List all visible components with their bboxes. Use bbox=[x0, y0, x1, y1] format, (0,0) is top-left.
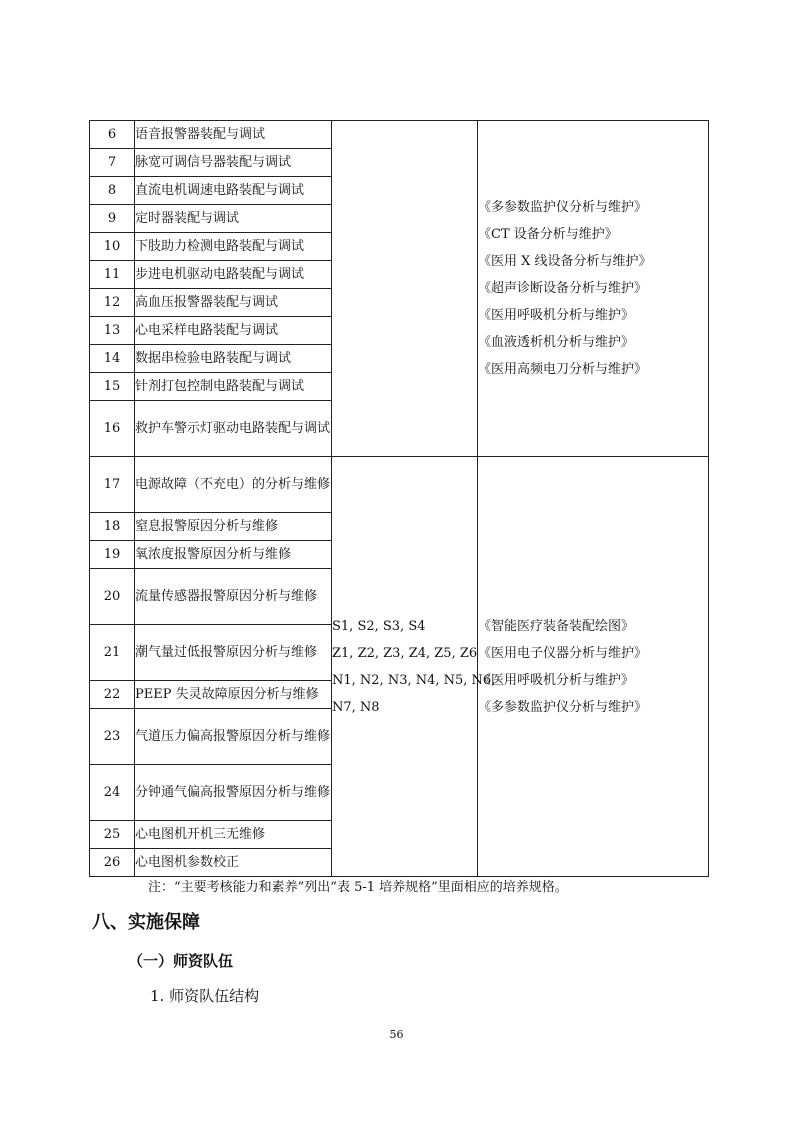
row-item: 高血压报警器装配与调试 bbox=[135, 289, 332, 317]
row-item: 心电图机开机三无维修 bbox=[135, 821, 332, 849]
row-number: 10 bbox=[90, 233, 135, 261]
textbook-title: 《医用高频电刀分析与维护》 bbox=[478, 362, 648, 377]
textbooks-cell bbox=[478, 121, 709, 457]
row-number: 26 bbox=[90, 849, 135, 877]
table-row bbox=[90, 121, 709, 149]
row-item: 步进电机驱动电路装配与调试 bbox=[135, 261, 332, 289]
row-number: 13 bbox=[90, 317, 135, 345]
row-number: 22 bbox=[90, 681, 135, 709]
row-number: 23 bbox=[90, 709, 135, 765]
row-number: 7 bbox=[90, 149, 135, 177]
textbook-title: 《医用呼吸机分析与维护》 bbox=[478, 308, 635, 323]
row-item: 气道压力偏高报警原因分析与维修 bbox=[135, 709, 332, 765]
row-item: 定时器装配与调试 bbox=[135, 205, 332, 233]
row-number: 12 bbox=[90, 289, 135, 317]
section-title: 八、实施保障 bbox=[92, 912, 200, 933]
row-number: 14 bbox=[90, 345, 135, 373]
row-item: 分钟通气偏高报警原因分析与维修 bbox=[135, 765, 332, 821]
ability-code-line: Z1, Z2, Z3, Z4, Z5, Z6 bbox=[332, 645, 478, 661]
textbook-title: 《医用呼吸机分析与维护》 bbox=[478, 672, 635, 688]
table-note: 注：“主要考核能力和素养”列出“表 5-1 培养规格”里面相应的培养规格。 bbox=[148, 880, 568, 895]
row-item: 氧浓度报警原因分析与维修 bbox=[135, 541, 332, 569]
ability-code-line: S1, S2, S3, S4 bbox=[332, 618, 426, 634]
row-number: 19 bbox=[90, 541, 135, 569]
row-number: 21 bbox=[90, 625, 135, 681]
row-item: 数据串检验电路装配与调试 bbox=[135, 345, 332, 373]
row-number: 24 bbox=[90, 765, 135, 821]
curriculum-table bbox=[89, 120, 709, 877]
textbook-title: 《血液透析机分析与维护》 bbox=[478, 335, 635, 350]
row-item: 语音报警器装配与调试 bbox=[135, 121, 332, 149]
textbook-title: 《多参数监护仪分析与维护》 bbox=[478, 699, 648, 715]
row-number: 25 bbox=[90, 821, 135, 849]
item-title: 1. 师资队伍结构 bbox=[150, 987, 260, 1005]
textbook-title: 《医用 X 线设备分析与维护》 bbox=[478, 254, 652, 269]
row-item: 心电图机参数校正 bbox=[135, 849, 332, 877]
ability-code-line: N7, N8 bbox=[332, 699, 380, 715]
subsection-title: （一）师资队伍 bbox=[128, 952, 234, 970]
table-row bbox=[90, 457, 709, 513]
row-number: 11 bbox=[90, 261, 135, 289]
textbook-title: 《医用电子仪器分析与维护》 bbox=[478, 645, 648, 661]
row-item: 心电采样电路装配与调试 bbox=[135, 317, 332, 345]
textbook-title: 《CT 设备分析与维护》 bbox=[478, 227, 618, 242]
row-item: 流量传感器报警原因分析与维修 bbox=[135, 569, 332, 625]
row-number: 18 bbox=[90, 513, 135, 541]
ability-codes-cell bbox=[332, 457, 496, 877]
textbooks-cell bbox=[478, 457, 709, 877]
row-item: 针剂打包控制电路装配与调试 bbox=[135, 373, 332, 401]
ability-codes-cell bbox=[332, 121, 478, 457]
row-number: 9 bbox=[90, 205, 135, 233]
row-item: 下肢助力检测电路装配与调试 bbox=[135, 233, 332, 261]
ability-code-line: N1, N2, N3, N4, N5, N6, bbox=[332, 672, 496, 688]
row-item: 电源故障（不充电）的分析与维修 bbox=[135, 457, 332, 513]
page-number: 56 bbox=[389, 1028, 404, 1041]
row-item: 救护车警示灯驱动电路装配与调试 bbox=[135, 401, 332, 457]
textbook-title: 《智能医疗装备装配绘图》 bbox=[478, 618, 635, 634]
row-item: 窒息报警原因分析与维修 bbox=[135, 513, 332, 541]
row-item: PEEP 失灵故障原因分析与维修 bbox=[135, 681, 332, 709]
row-number: 6 bbox=[90, 121, 135, 149]
row-number: 20 bbox=[90, 569, 135, 625]
textbook-title: 《超声诊断设备分析与维护》 bbox=[478, 281, 648, 296]
row-item: 潮气量过低报警原因分析与维修 bbox=[135, 625, 332, 681]
row-item: 脉宽可调信号器装配与调试 bbox=[135, 149, 332, 177]
row-number: 15 bbox=[90, 373, 135, 401]
row-number: 8 bbox=[90, 177, 135, 205]
row-number: 16 bbox=[90, 401, 135, 457]
row-item: 直流电机调速电路装配与调试 bbox=[135, 177, 332, 205]
row-number: 17 bbox=[90, 457, 135, 513]
textbook-title: 《多参数监护仪分析与维护》 bbox=[478, 200, 648, 215]
